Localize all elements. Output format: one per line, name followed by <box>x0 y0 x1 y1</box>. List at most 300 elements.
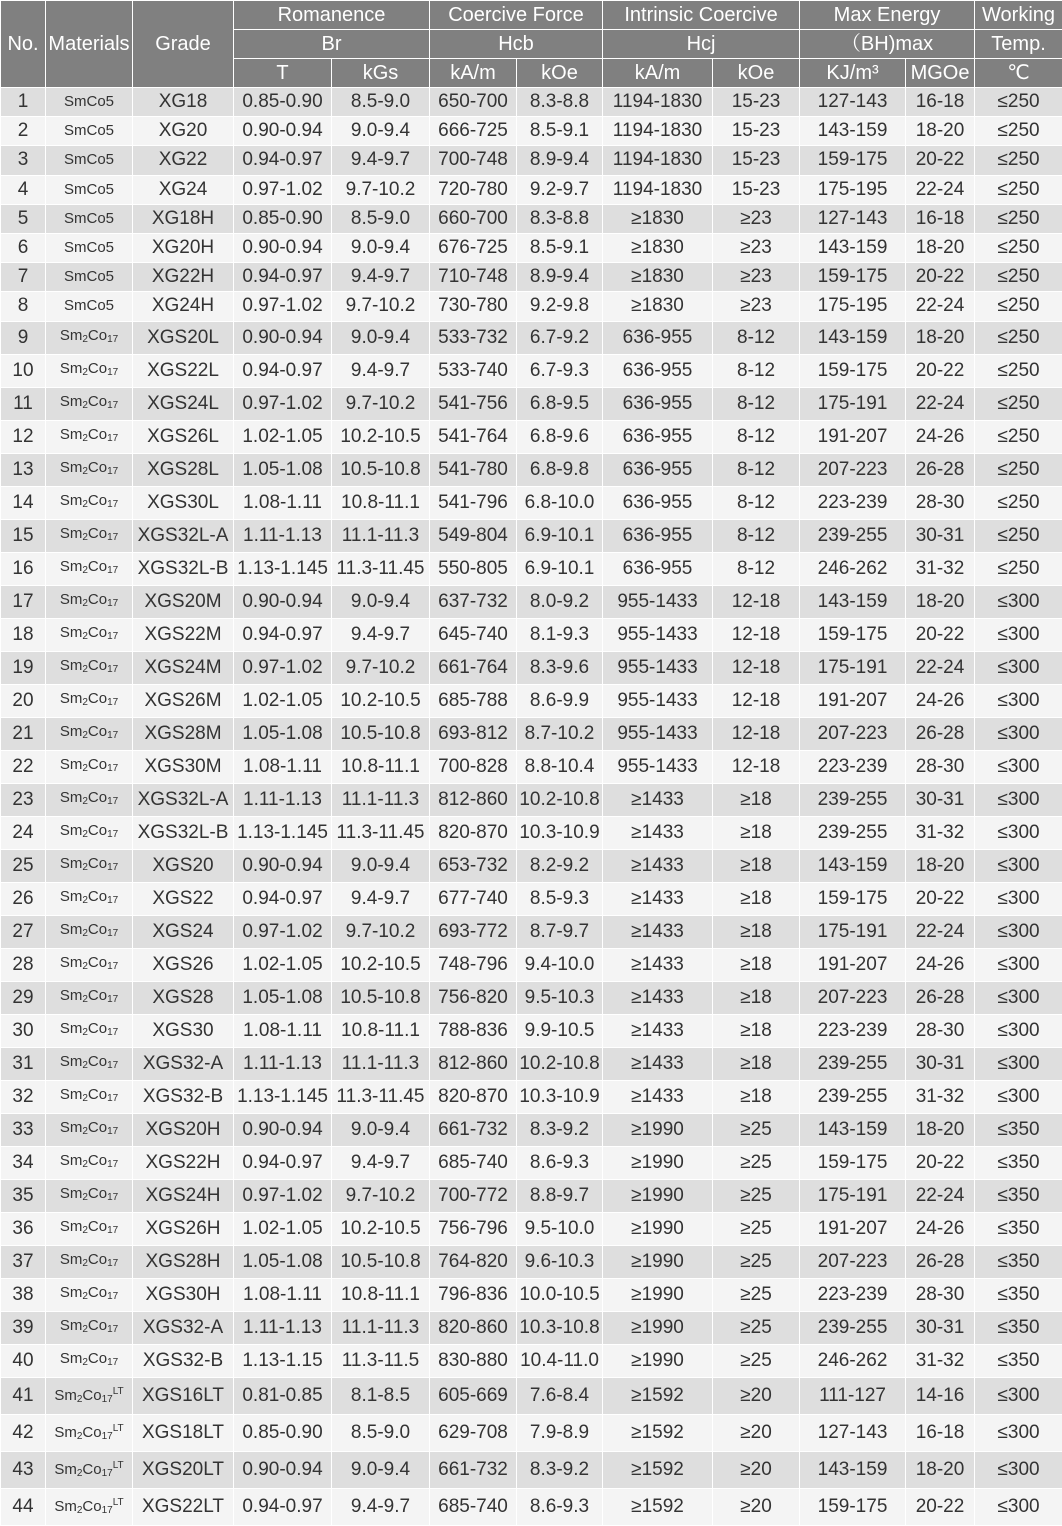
cell-hcj-koe: 15-23 <box>713 175 800 204</box>
cell-bh-mgoe: 20-22 <box>906 882 975 915</box>
header-hcb-koe: kOe <box>517 59 603 88</box>
cell-hcb-kam: 820-870 <box>430 816 517 849</box>
cell-bh-kj: 111-127 <box>800 1377 906 1414</box>
cell-bh-kj: 239-255 <box>800 519 906 552</box>
table-row <box>1 1451 1062 1488</box>
cell-hcj-kam: 636-955 <box>603 486 713 519</box>
cell-bh-kj: 127-143 <box>800 204 906 233</box>
cell-br-kgs: 11.3-11.45 <box>332 1080 430 1113</box>
cell-material: $Sm_2Co_{17}$ <box>46 849 133 882</box>
cell-br-kgs: 9.0-9.4 <box>332 1451 430 1488</box>
cell-hcb-kam: 710-748 <box>430 263 517 292</box>
cell-hcb-kam: 693-812 <box>430 717 517 750</box>
cell-hcj-kam: ≥1592 <box>603 1377 713 1414</box>
cell-no: 21 <box>1 717 46 750</box>
cell-hcb-koe: 6.8-9.8 <box>517 453 603 486</box>
cell-br-kgs: 10.8-11.1 <box>332 486 430 519</box>
cell-br-kgs: 11.1-11.3 <box>332 519 430 552</box>
cell-hcj-koe: ≥20 <box>713 1414 800 1451</box>
header-br-t: T <box>234 59 332 88</box>
cell-material: $Sm_2Co_{17}$ <box>46 1080 133 1113</box>
cell-no: 44 <box>1 1488 46 1525</box>
cell-bh-mgoe: 30-31 <box>906 1311 975 1344</box>
cell-hcb-koe: 8.6-9.3 <box>517 1146 603 1179</box>
cell-material: $Sm_2Co_{17}$ <box>46 1278 133 1311</box>
cell-hcb-koe: 7.9-8.9 <box>517 1414 603 1451</box>
header-hcj-koe: kOe <box>713 59 800 88</box>
cell-br-t: 1.13-1.145 <box>234 816 332 849</box>
cell-br-kgs: 11.1-11.3 <box>332 1047 430 1080</box>
table-row <box>1 420 1062 453</box>
cell-hcj-kam: ≥1592 <box>603 1488 713 1525</box>
cell-hcj-kam: ≥1990 <box>603 1278 713 1311</box>
cell-material: SmCo5 <box>46 117 133 146</box>
cell-no: 12 <box>1 420 46 453</box>
cell-hcb-kam: 685-788 <box>430 684 517 717</box>
cell-br-t: 0.81-0.85 <box>234 1377 332 1414</box>
cell-br-t: 0.90-0.94 <box>234 1451 332 1488</box>
cell-material: $Sm_2Co_{17}^{LT}$ <box>46 1414 133 1451</box>
cell-material: $Sm_2Co_{17}$ <box>46 519 133 552</box>
cell-no: 2 <box>1 117 46 146</box>
cell-material: $Sm_2Co_{17}^{LT}$ <box>46 1377 133 1414</box>
cell-hcj-koe: 12-18 <box>713 651 800 684</box>
cell-hcb-kam: 756-796 <box>430 1212 517 1245</box>
cell-br-kgs: 11.1-11.3 <box>332 783 430 816</box>
cell-br-t: 0.90-0.94 <box>234 849 332 882</box>
table-row <box>1 292 1062 321</box>
table-row <box>1 519 1062 552</box>
cell-material: $Sm_2Co_{17}$ <box>46 1113 133 1146</box>
cell-bh-mgoe: 30-31 <box>906 783 975 816</box>
header-temp-unit: ℃ <box>975 59 1062 88</box>
cell-hcb-kam: 605-669 <box>430 1377 517 1414</box>
table-row <box>1 1488 1062 1525</box>
cell-no: 32 <box>1 1080 46 1113</box>
cell-hcj-koe: ≥25 <box>713 1179 800 1212</box>
table-row <box>1 1245 1062 1278</box>
cell-hcj-koe: ≥23 <box>713 233 800 262</box>
cell-no: 6 <box>1 233 46 262</box>
cell-br-kgs: 9.7-10.2 <box>332 175 430 204</box>
cell-hcj-kam: 636-955 <box>603 387 713 420</box>
cell-material: $Sm_2Co_{17}$ <box>46 486 133 519</box>
cell-bh-mgoe: 26-28 <box>906 717 975 750</box>
cell-hcb-kam: 700-748 <box>430 146 517 175</box>
cell-hcb-kam: 685-740 <box>430 1146 517 1179</box>
cell-material: $Sm_2Co_{17}$ <box>46 453 133 486</box>
cell-temp: ≤350 <box>975 1344 1062 1377</box>
cell-hcj-koe: 8-12 <box>713 519 800 552</box>
cell-temp: ≤300 <box>975 1451 1062 1488</box>
cell-hcb-koe: 10.4-11.0 <box>517 1344 603 1377</box>
cell-temp: ≤300 <box>975 651 1062 684</box>
cell-no: 13 <box>1 453 46 486</box>
cell-no: 31 <box>1 1047 46 1080</box>
cell-bh-mgoe: 28-30 <box>906 750 975 783</box>
header-bh-sub: （BH)max <box>800 30 975 59</box>
cell-temp: ≤300 <box>975 1377 1062 1414</box>
cell-bh-mgoe: 20-22 <box>906 146 975 175</box>
cell-bh-kj: 159-175 <box>800 263 906 292</box>
cell-br-t: 0.90-0.94 <box>234 585 332 618</box>
cell-bh-kj: 175-191 <box>800 1179 906 1212</box>
cell-hcb-kam: 661-732 <box>430 1451 517 1488</box>
cell-grade: XG22H <box>133 263 234 292</box>
cell-no: 19 <box>1 651 46 684</box>
cell-br-kgs: 8.5-9.0 <box>332 1414 430 1451</box>
cell-hcj-koe: 8-12 <box>713 453 800 486</box>
cell-bh-mgoe: 26-28 <box>906 453 975 486</box>
cell-no: 1 <box>1 88 46 117</box>
cell-bh-mgoe: 20-22 <box>906 263 975 292</box>
cell-br-t: 1.08-1.11 <box>234 1278 332 1311</box>
cell-bh-kj: 207-223 <box>800 1245 906 1278</box>
table-row <box>1 1311 1062 1344</box>
cell-no: 14 <box>1 486 46 519</box>
cell-temp: ≤350 <box>975 1179 1062 1212</box>
cell-material: $Sm_2Co_{17}$ <box>46 717 133 750</box>
cell-hcb-koe: 8.7-10.2 <box>517 717 603 750</box>
table-row <box>1 204 1062 233</box>
header-br-kgs: kGs <box>332 59 430 88</box>
cell-bh-mgoe: 31-32 <box>906 816 975 849</box>
cell-hcj-koe: ≥25 <box>713 1344 800 1377</box>
cell-hcj-koe: 12-18 <box>713 684 800 717</box>
cell-bh-mgoe: 22-24 <box>906 915 975 948</box>
cell-br-t: 0.94-0.97 <box>234 354 332 387</box>
cell-bh-kj: 159-175 <box>800 882 906 915</box>
cell-hcb-kam: 653-732 <box>430 849 517 882</box>
cell-bh-kj: 246-262 <box>800 552 906 585</box>
cell-material: $Sm_2Co_{17}$ <box>46 816 133 849</box>
table-body <box>1 88 1062 1526</box>
cell-br-t: 0.90-0.94 <box>234 321 332 354</box>
cell-hcj-koe: 15-23 <box>713 146 800 175</box>
cell-hcb-kam: 693-772 <box>430 915 517 948</box>
cell-bh-mgoe: 18-20 <box>906 1451 975 1488</box>
table-header <box>1 1 1062 88</box>
cell-hcj-kam: 1194-1830 <box>603 88 713 117</box>
cell-temp: ≤250 <box>975 88 1062 117</box>
cell-bh-kj: 143-159 <box>800 321 906 354</box>
cell-br-kgs: 9.4-9.7 <box>332 618 430 651</box>
cell-hcj-kam: ≥1433 <box>603 849 713 882</box>
cell-no: 27 <box>1 915 46 948</box>
table-row <box>1 882 1062 915</box>
cell-br-t: 0.94-0.97 <box>234 146 332 175</box>
cell-grade: XG20H <box>133 233 234 262</box>
cell-grade: XGS28H <box>133 1245 234 1278</box>
cell-bh-mgoe: 20-22 <box>906 618 975 651</box>
cell-material: $Sm_2Co_{17}$ <box>46 1146 133 1179</box>
cell-temp: ≤300 <box>975 1080 1062 1113</box>
table-row <box>1 233 1062 262</box>
cell-temp: ≤300 <box>975 948 1062 981</box>
cell-hcb-kam: 677-740 <box>430 882 517 915</box>
cell-no: 28 <box>1 948 46 981</box>
table-row <box>1 321 1062 354</box>
cell-hcj-koe: 15-23 <box>713 88 800 117</box>
cell-hcj-kam: ≥1830 <box>603 233 713 262</box>
table-row <box>1 88 1062 117</box>
cell-temp: ≤350 <box>975 1146 1062 1179</box>
cell-temp: ≤300 <box>975 783 1062 816</box>
cell-grade: XGS20H <box>133 1113 234 1146</box>
table-row <box>1 1047 1062 1080</box>
cell-grade: XGS30M <box>133 750 234 783</box>
cell-temp: ≤300 <box>975 1488 1062 1525</box>
cell-temp: ≤300 <box>975 882 1062 915</box>
cell-no: 24 <box>1 816 46 849</box>
cell-br-kgs: 10.5-10.8 <box>332 453 430 486</box>
table-row <box>1 1080 1062 1113</box>
cell-bh-mgoe: 28-30 <box>906 1014 975 1047</box>
cell-material: $Sm_2Co_{17}$ <box>46 618 133 651</box>
cell-br-kgs: 9.7-10.2 <box>332 651 430 684</box>
cell-hcj-koe: ≥25 <box>713 1113 800 1146</box>
cell-grade: XGS26M <box>133 684 234 717</box>
cell-br-t: 0.97-1.02 <box>234 915 332 948</box>
cell-bh-kj: 246-262 <box>800 1344 906 1377</box>
cell-bh-kj: 207-223 <box>800 453 906 486</box>
cell-grade: XGS28M <box>133 717 234 750</box>
cell-br-t: 1.08-1.11 <box>234 750 332 783</box>
table-row <box>1 175 1062 204</box>
cell-br-t: 1.05-1.08 <box>234 717 332 750</box>
cell-bh-kj: 207-223 <box>800 717 906 750</box>
cell-bh-kj: 127-143 <box>800 88 906 117</box>
cell-hcj-kam: 636-955 <box>603 420 713 453</box>
cell-temp: ≤300 <box>975 1014 1062 1047</box>
cell-br-kgs: 9.0-9.4 <box>332 233 430 262</box>
table-row <box>1 1113 1062 1146</box>
cell-hcb-koe: 8.6-9.9 <box>517 684 603 717</box>
cell-hcb-koe: 8.9-9.4 <box>517 146 603 175</box>
cell-grade: XGS32L-A <box>133 783 234 816</box>
cell-hcj-kam: 1194-1830 <box>603 117 713 146</box>
table-row <box>1 1414 1062 1451</box>
cell-grade: XGS22L <box>133 354 234 387</box>
cell-hcb-koe: 6.9-10.1 <box>517 552 603 585</box>
cell-no: 30 <box>1 1014 46 1047</box>
cell-br-kgs: 8.5-9.0 <box>332 88 430 117</box>
cell-hcb-koe: 8.3-8.8 <box>517 204 603 233</box>
cell-br-kgs: 9.4-9.7 <box>332 882 430 915</box>
cell-hcj-kam: ≥1592 <box>603 1451 713 1488</box>
cell-hcj-kam: ≥1830 <box>603 292 713 321</box>
cell-hcj-kam: 636-955 <box>603 519 713 552</box>
cell-br-t: 1.11-1.13 <box>234 1047 332 1080</box>
table-row <box>1 354 1062 387</box>
cell-br-t: 1.11-1.13 <box>234 519 332 552</box>
cell-br-t: 0.94-0.97 <box>234 263 332 292</box>
cell-no: 10 <box>1 354 46 387</box>
cell-bh-mgoe: 22-24 <box>906 1179 975 1212</box>
table-row <box>1 387 1062 420</box>
cell-hcb-kam: 541-780 <box>430 453 517 486</box>
cell-hcj-koe: 8-12 <box>713 486 800 519</box>
cell-br-kgs: 9.0-9.4 <box>332 117 430 146</box>
cell-grade: XGS24H <box>133 1179 234 1212</box>
cell-temp: ≤300 <box>975 1414 1062 1451</box>
cell-material: SmCo5 <box>46 233 133 262</box>
cell-no: 36 <box>1 1212 46 1245</box>
cell-grade: XGS28L <box>133 453 234 486</box>
cell-hcj-kam: ≥1990 <box>603 1311 713 1344</box>
cell-no: 11 <box>1 387 46 420</box>
cell-temp: ≤300 <box>975 585 1062 618</box>
cell-br-t: 0.94-0.97 <box>234 1488 332 1525</box>
cell-br-kgs: 11.3-11.5 <box>332 1344 430 1377</box>
cell-hcj-koe: 15-23 <box>713 117 800 146</box>
cell-grade: XGS28 <box>133 981 234 1014</box>
cell-hcj-koe: 8-12 <box>713 552 800 585</box>
cell-temp: ≤300 <box>975 750 1062 783</box>
cell-material: SmCo5 <box>46 263 133 292</box>
table-row <box>1 1146 1062 1179</box>
cell-bh-mgoe: 22-24 <box>906 387 975 420</box>
cell-grade: XGS32L-B <box>133 816 234 849</box>
cell-hcb-kam: 730-780 <box>430 292 517 321</box>
cell-material: SmCo5 <box>46 292 133 321</box>
cell-material: $Sm_2Co_{17}$ <box>46 1344 133 1377</box>
cell-bh-kj: 143-159 <box>800 233 906 262</box>
cell-hcb-koe: 8.0-9.2 <box>517 585 603 618</box>
cell-hcb-koe: 9.2-9.7 <box>517 175 603 204</box>
cell-bh-mgoe: 16-18 <box>906 1414 975 1451</box>
cell-hcb-kam: 533-732 <box>430 321 517 354</box>
cell-br-kgs: 9.7-10.2 <box>332 387 430 420</box>
cell-hcj-kam: ≥1433 <box>603 1047 713 1080</box>
cell-br-kgs: 9.7-10.2 <box>332 1179 430 1212</box>
cell-bh-mgoe: 24-26 <box>906 1212 975 1245</box>
cell-br-kgs: 10.2-10.5 <box>332 684 430 717</box>
cell-bh-kj: 143-159 <box>800 1113 906 1146</box>
cell-hcj-koe: 8-12 <box>713 354 800 387</box>
table-row <box>1 783 1062 816</box>
cell-grade: XGS24L <box>133 387 234 420</box>
cell-br-t: 0.97-1.02 <box>234 651 332 684</box>
cell-temp: ≤250 <box>975 354 1062 387</box>
cell-hcj-kam: ≥1433 <box>603 816 713 849</box>
cell-no: 23 <box>1 783 46 816</box>
cell-bh-mgoe: 31-32 <box>906 552 975 585</box>
cell-hcb-kam: 788-836 <box>430 1014 517 1047</box>
cell-grade: XGS30L <box>133 486 234 519</box>
cell-no: 41 <box>1 1377 46 1414</box>
cell-hcj-kam: ≥1990 <box>603 1179 713 1212</box>
cell-material: $Sm_2Co_{17}$ <box>46 651 133 684</box>
cell-bh-mgoe: 31-32 <box>906 1080 975 1113</box>
cell-no: 20 <box>1 684 46 717</box>
table-row <box>1 585 1062 618</box>
cell-bh-mgoe: 30-31 <box>906 1047 975 1080</box>
cell-hcb-koe: 8.8-9.7 <box>517 1179 603 1212</box>
cell-bh-kj: 239-255 <box>800 1047 906 1080</box>
cell-br-t: 0.97-1.02 <box>234 292 332 321</box>
cell-grade: XGS24 <box>133 915 234 948</box>
cell-hcj-koe: 8-12 <box>713 420 800 453</box>
table-row <box>1 684 1062 717</box>
cell-hcb-koe: 9.2-9.8 <box>517 292 603 321</box>
cell-hcj-kam: ≥1433 <box>603 915 713 948</box>
cell-bh-mgoe: 30-31 <box>906 519 975 552</box>
cell-bh-kj: 239-255 <box>800 783 906 816</box>
cell-hcj-koe: ≥18 <box>713 1014 800 1047</box>
cell-hcb-kam: 661-732 <box>430 1113 517 1146</box>
cell-grade: XGS32-A <box>133 1311 234 1344</box>
cell-temp: ≤350 <box>975 1113 1062 1146</box>
cell-material: $Sm_2Co_{17}$ <box>46 783 133 816</box>
cell-hcb-koe: 8.2-9.2 <box>517 849 603 882</box>
cell-bh-kj: 159-175 <box>800 1146 906 1179</box>
cell-hcj-kam: 1194-1830 <box>603 146 713 175</box>
cell-bh-mgoe: 18-20 <box>906 321 975 354</box>
cell-hcb-koe: 8.3-9.6 <box>517 651 603 684</box>
cell-grade: XGS22 <box>133 882 234 915</box>
cell-hcj-kam: ≥1433 <box>603 882 713 915</box>
cell-no: 40 <box>1 1344 46 1377</box>
cell-grade: XGS16LT <box>133 1377 234 1414</box>
cell-hcb-koe: 8.1-9.3 <box>517 618 603 651</box>
cell-hcb-kam: 676-725 <box>430 233 517 262</box>
table-row <box>1 618 1062 651</box>
cell-bh-kj: 175-191 <box>800 915 906 948</box>
cell-br-t: 0.94-0.97 <box>234 618 332 651</box>
cell-br-kgs: 10.5-10.8 <box>332 1245 430 1278</box>
cell-hcj-koe: ≥23 <box>713 292 800 321</box>
cell-hcb-koe: 8.9-9.4 <box>517 263 603 292</box>
cell-hcb-koe: 6.7-9.3 <box>517 354 603 387</box>
cell-grade: XGS20 <box>133 849 234 882</box>
cell-bh-mgoe: 18-20 <box>906 233 975 262</box>
cell-hcj-koe: ≥23 <box>713 263 800 292</box>
cell-hcb-koe: 10.3-10.8 <box>517 1311 603 1344</box>
cell-bh-kj: 175-195 <box>800 292 906 321</box>
cell-br-kgs: 10.2-10.5 <box>332 1212 430 1245</box>
cell-material: $Sm_2Co_{17}^{LT}$ <box>46 1451 133 1488</box>
cell-no: 22 <box>1 750 46 783</box>
cell-hcb-koe: 8.3-8.8 <box>517 88 603 117</box>
cell-no: 43 <box>1 1451 46 1488</box>
cell-bh-kj: 207-223 <box>800 981 906 1014</box>
header-bh-kj: KJ/m³ <box>800 59 906 88</box>
cell-material: $Sm_2Co_{17}^{LT}$ <box>46 1488 133 1525</box>
cell-hcj-koe: ≥25 <box>713 1278 800 1311</box>
cell-hcb-kam: 629-708 <box>430 1414 517 1451</box>
header-no: No. <box>1 1 46 88</box>
cell-br-kgs: 8.1-8.5 <box>332 1377 430 1414</box>
cell-hcb-koe: 10.3-10.9 <box>517 816 603 849</box>
cell-hcj-koe: 12-18 <box>713 618 800 651</box>
cell-material: SmCo5 <box>46 204 133 233</box>
cell-br-t: 0.97-1.02 <box>234 175 332 204</box>
cell-hcj-koe: ≥18 <box>713 915 800 948</box>
cell-hcb-kam: 541-756 <box>430 387 517 420</box>
cell-temp: ≤250 <box>975 519 1062 552</box>
cell-temp: ≤250 <box>975 233 1062 262</box>
cell-no: 18 <box>1 618 46 651</box>
table-row <box>1 552 1062 585</box>
cell-hcj-koe: ≥18 <box>713 1080 800 1113</box>
cell-bh-mgoe: 26-28 <box>906 981 975 1014</box>
cell-hcj-kam: 955-1433 <box>603 717 713 750</box>
cell-temp: ≤350 <box>975 1311 1062 1344</box>
cell-hcb-kam: 550-805 <box>430 552 517 585</box>
cell-hcj-koe: ≥25 <box>713 1311 800 1344</box>
cell-hcb-kam: 533-740 <box>430 354 517 387</box>
